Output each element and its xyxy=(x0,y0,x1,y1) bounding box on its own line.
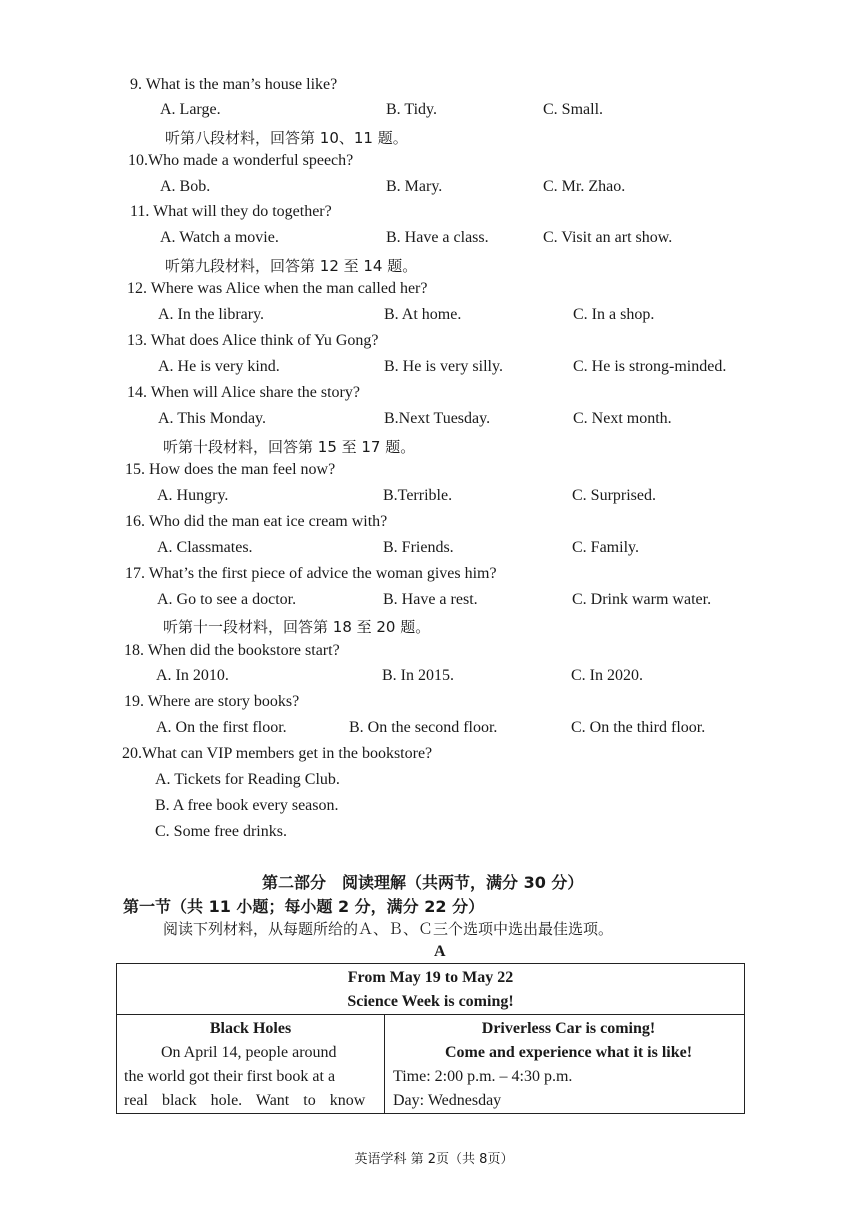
question-number: 17. xyxy=(125,565,145,582)
question-number: 9. xyxy=(130,76,142,93)
directions: 阅读下列材料，从每题所给的Ａ、Ｂ、Ｃ三个选项中选出最佳选项。 xyxy=(163,920,614,938)
black-holes-line-3: real black hole. Want to know xyxy=(124,1092,366,1109)
option-b: B. On the second floor. xyxy=(349,719,498,736)
question-number: 16. xyxy=(125,513,145,530)
question-number: 14. xyxy=(127,384,147,401)
option-a: A. Classmates. xyxy=(157,539,253,556)
question-text: What will they do together? xyxy=(153,203,332,220)
option-b: B.Terrible. xyxy=(383,487,453,504)
option-a: A. On the first floor. xyxy=(156,719,287,736)
section-1-title: 第一节（共 11 小题；每小题 2 分，满分 22 分） xyxy=(123,897,485,916)
instruction-section-11: 听第十一段材料，回答第 18 至 20 题。 xyxy=(163,618,431,636)
option-b: B.Next Tuesday. xyxy=(384,410,491,427)
black-holes-title: Black Holes xyxy=(209,1020,292,1037)
question-text: When will Alice share the story? xyxy=(150,384,360,401)
question-number: 18. xyxy=(124,642,144,659)
option-c: C. Mr. Zhao. xyxy=(543,178,626,195)
question-12 xyxy=(127,280,427,298)
question-14 xyxy=(127,384,360,402)
driverless-car-day: Day: Wednesday xyxy=(393,1092,502,1109)
option-c: C. Surprised. xyxy=(572,487,656,504)
option-b: B. He is very silly. xyxy=(384,358,503,375)
option-b: B. In 2015. xyxy=(382,667,454,684)
question-text: Where are story books? xyxy=(147,693,300,710)
question-number: 10. xyxy=(128,152,148,169)
black-holes-cell xyxy=(117,1015,385,1114)
option-b: B. Friends. xyxy=(383,539,454,556)
option-b: B. Have a rest. xyxy=(383,591,478,608)
question-number: 20. xyxy=(122,745,142,762)
question-text: What is the man’s house like? xyxy=(145,76,338,93)
question-18 xyxy=(124,642,340,660)
option-c: C. In 2020. xyxy=(571,667,643,684)
option-b: B. A free book every season. xyxy=(155,797,339,814)
option-c: C. Some free drinks. xyxy=(155,823,287,840)
question-9 xyxy=(130,76,337,94)
question-number: 19. xyxy=(124,693,144,710)
page-footer: 英语学科 第 2页（共 8页） xyxy=(354,1152,514,1167)
black-holes-text xyxy=(117,1041,384,1113)
passage-label: A xyxy=(434,943,446,960)
black-holes-line-2: the world got their first book at a xyxy=(124,1068,336,1085)
option-a: A. This Monday. xyxy=(158,410,266,427)
option-c: C. Next month. xyxy=(573,410,672,427)
question-text: When did the bookstore start? xyxy=(147,642,340,659)
option-b: B. At home. xyxy=(384,306,462,323)
question-number: 11. xyxy=(130,203,150,220)
option-a: A. Go to see a doctor. xyxy=(157,591,297,608)
question-text: Where was Alice when the man called her? xyxy=(150,280,428,297)
driverless-car-subtitle: Come and experience what it is like! xyxy=(444,1044,693,1061)
question-text: Who did the man eat ice cream with? xyxy=(148,513,388,530)
instruction-section-10: 听第十段材料，回答第 15 至 17 题。 xyxy=(163,438,416,456)
option-c: C. Drink warm water. xyxy=(572,591,712,608)
question-20 xyxy=(122,745,432,763)
notice-table xyxy=(116,963,745,1114)
question-15 xyxy=(125,461,335,479)
option-b: B. Tidy. xyxy=(386,101,437,118)
option-c: C. On the third floor. xyxy=(571,719,706,736)
question-text: What’s the first piece of advice the woman gives him? xyxy=(148,565,497,582)
notice-header xyxy=(117,964,745,1015)
option-a: A. He is very kind. xyxy=(158,358,280,375)
option-c: C. Family. xyxy=(572,539,639,556)
notice-date-range: From May 19 to May 22 xyxy=(347,969,514,986)
instruction-section-8: 听第八段材料，回答第 10、11 题。 xyxy=(165,129,408,147)
question-16 xyxy=(125,513,387,531)
question-number: 13. xyxy=(127,332,147,349)
option-b: B. Have a class. xyxy=(386,229,489,246)
option-a: A. In 2010. xyxy=(156,667,229,684)
option-a: A. In the library. xyxy=(158,306,265,323)
option-a: A. Tickets for Reading Club. xyxy=(155,771,340,788)
notice-headline: Science Week is coming! xyxy=(347,993,514,1010)
question-text: What does Alice think of Yu Gong? xyxy=(150,332,379,349)
question-10 xyxy=(128,152,353,170)
question-19 xyxy=(124,693,299,711)
option-a: A. Watch a movie. xyxy=(160,229,279,246)
option-c: C. He is strong-minded. xyxy=(573,358,727,375)
option-a: A. Hungry. xyxy=(157,487,229,504)
option-c: C. Small. xyxy=(543,101,604,118)
option-c: C. In a shop. xyxy=(573,306,655,323)
question-number: 12. xyxy=(127,280,147,297)
driverless-car-title: Driverless Car is coming! xyxy=(481,1020,656,1037)
question-text: Who made a wonderful speech? xyxy=(148,152,354,169)
driverless-car-cell xyxy=(385,1015,745,1114)
question-17 xyxy=(125,565,497,583)
option-c: C. Visit an art show. xyxy=(543,229,673,246)
option-b: B. Mary. xyxy=(386,178,443,195)
option-a: A. Bob. xyxy=(160,178,211,195)
option-a: A. Large. xyxy=(160,101,221,118)
question-text: What can VIP members get in the bookstore? xyxy=(142,745,433,762)
question-13 xyxy=(127,332,379,350)
black-holes-line-1: On April 14, people around xyxy=(161,1044,337,1061)
part-2-title: 第二部分 阅读理解（共两节，满分 30 分） xyxy=(262,873,584,892)
driverless-car-time: Time: 2:00 p.m. – 4:30 p.m. xyxy=(393,1068,573,1085)
question-text: How does the man feel now? xyxy=(149,461,336,478)
instruction-section-9: 听第九段材料，回答第 12 至 14 题。 xyxy=(165,257,418,275)
question-11 xyxy=(130,203,332,221)
question-number: 15. xyxy=(125,461,145,478)
